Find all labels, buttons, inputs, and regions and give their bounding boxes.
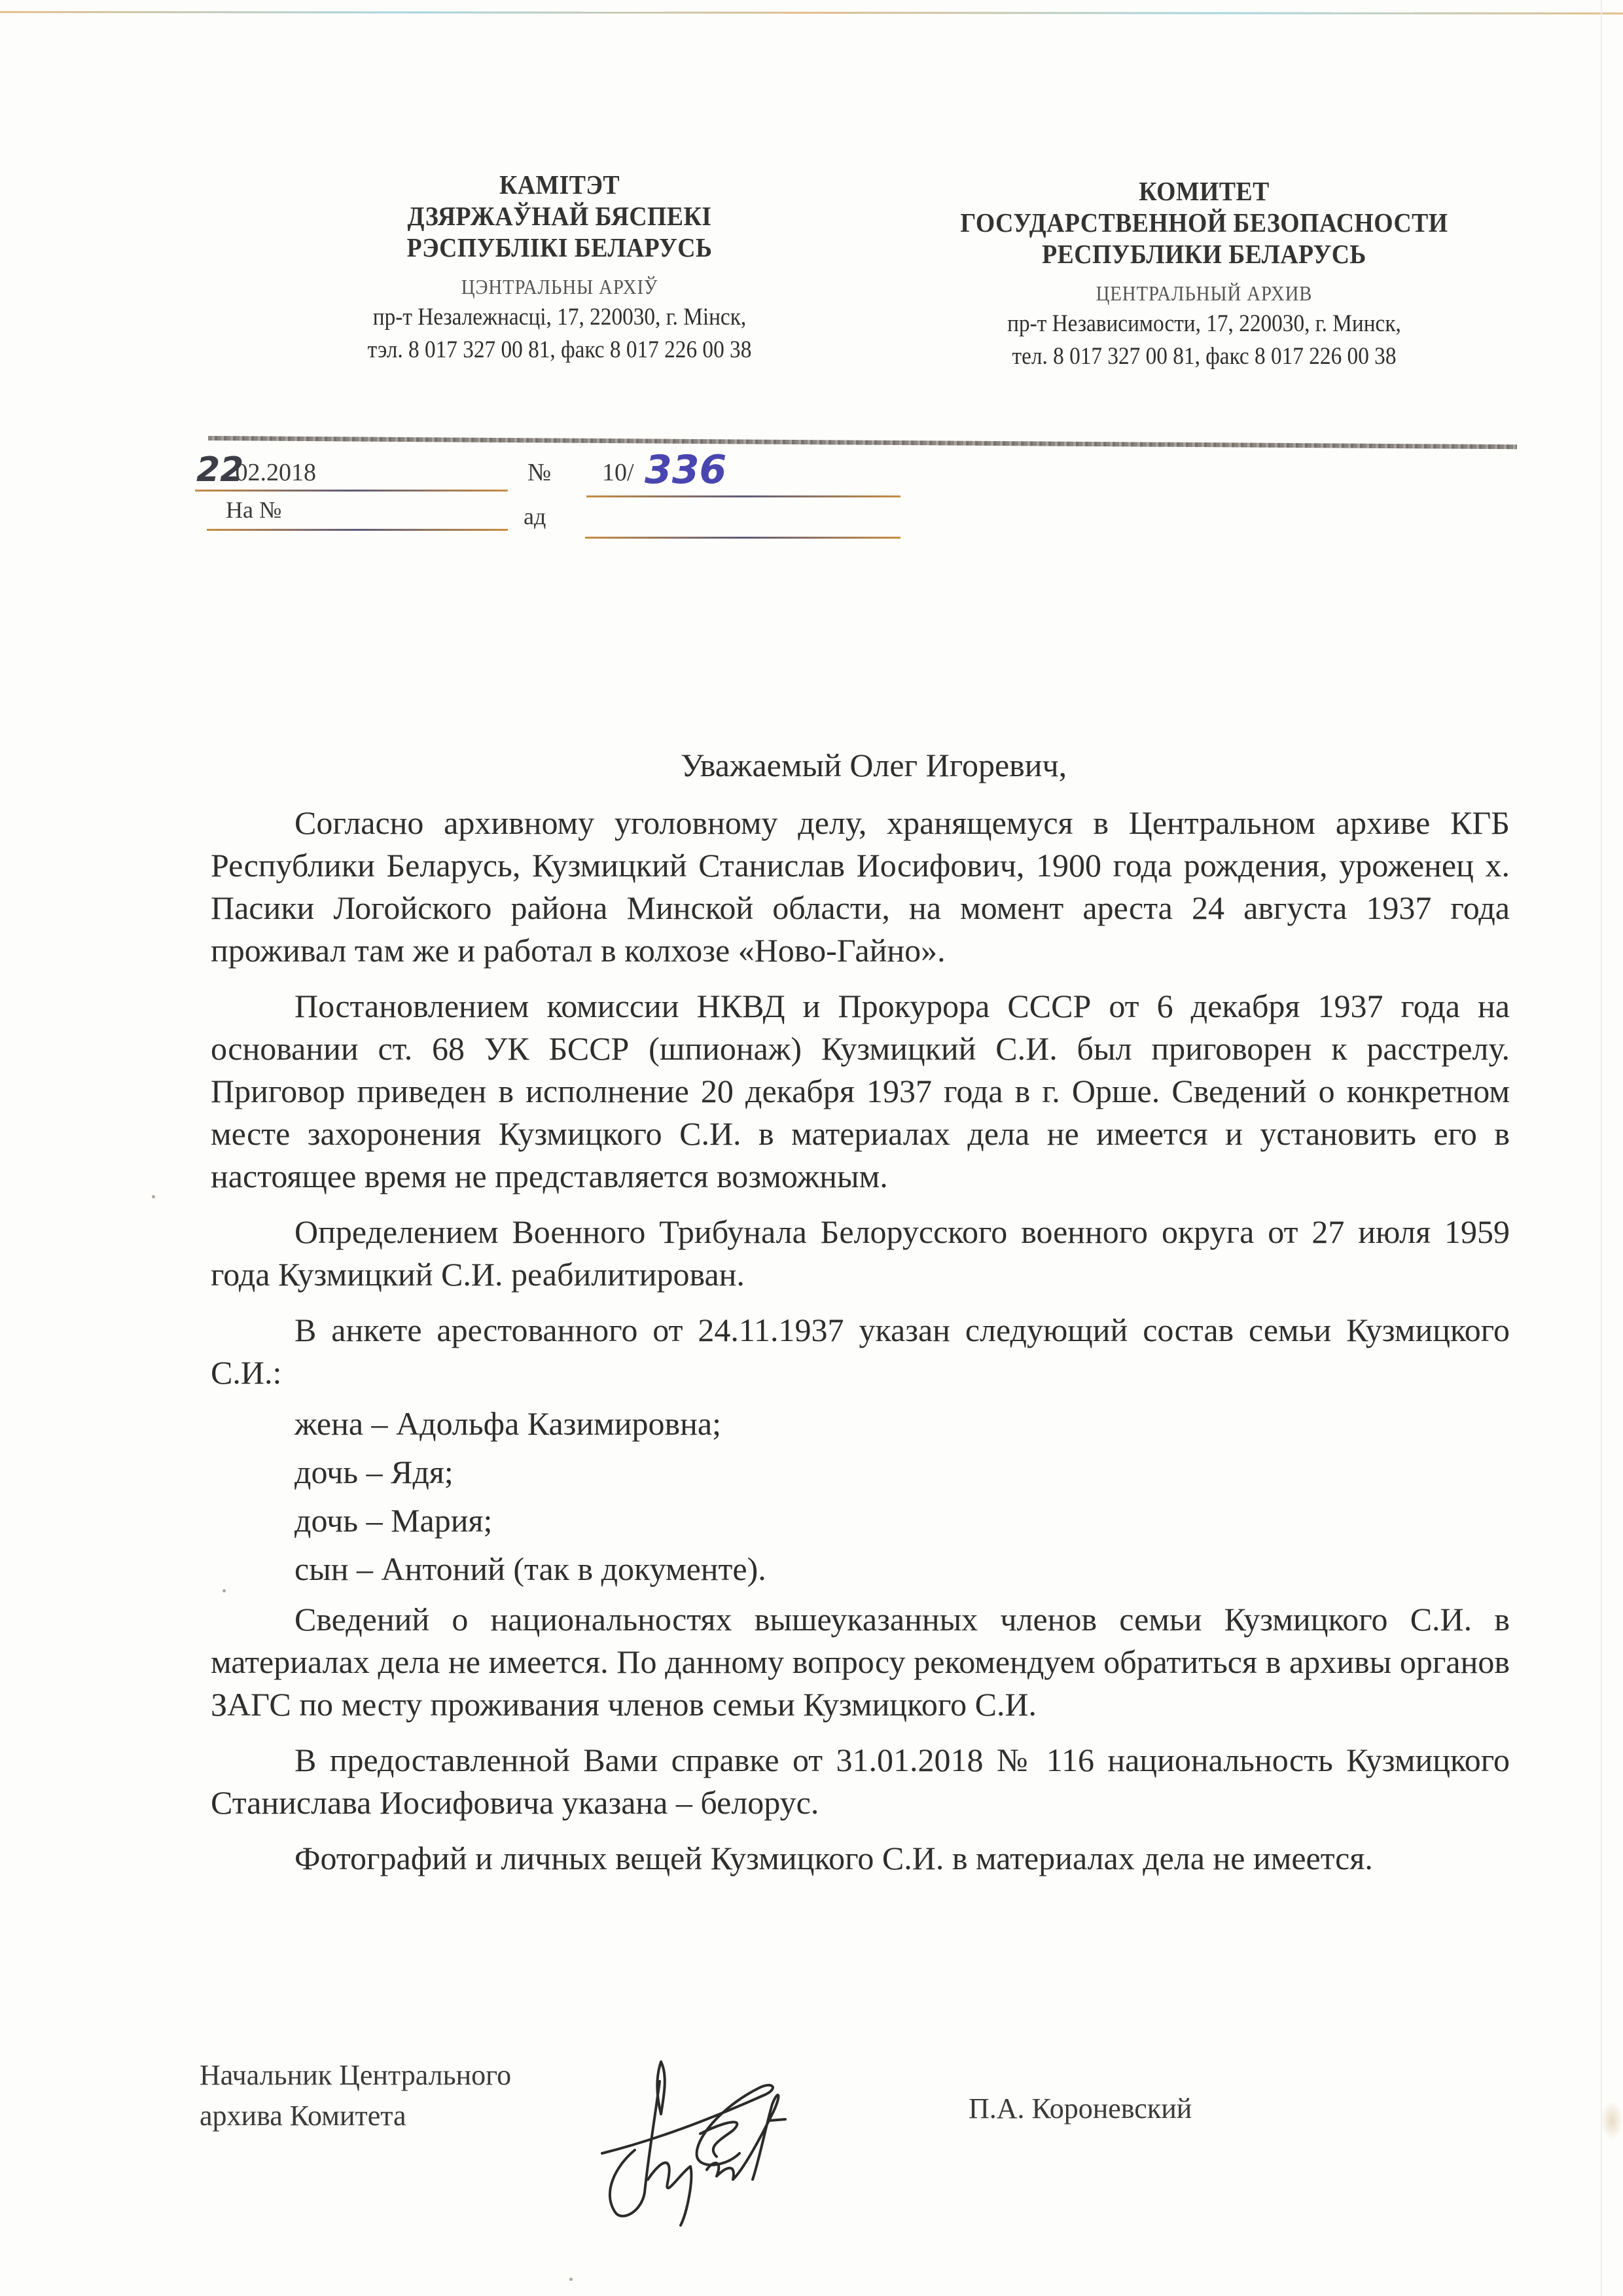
date-day-handwritten: 22 bbox=[196, 450, 244, 490]
letterhead-title-line: РЭСПУБЛІКІ БЕЛАРУСЬ bbox=[406, 232, 713, 262]
letterhead-address: пр-т Независимости, 17, 220030, г. Минск, bbox=[1007, 310, 1401, 337]
scan-speck bbox=[223, 1589, 226, 1592]
number-label: № bbox=[527, 459, 552, 486]
signatory-title-line: Начальник Центрального bbox=[200, 2059, 512, 2091]
letterhead-contacts: тэл. 8 017 327 00 81, факс 8 017 226 00 38 bbox=[367, 336, 752, 363]
paragraph: Фотографий и личных вещей Кузмицкого С.И. в материалах дела не имеется. bbox=[294, 1840, 1373, 1876]
letterhead-title-line: КОМИТЕТ bbox=[1139, 176, 1270, 206]
signatory-name: П.А. Короневский bbox=[969, 2092, 1192, 2125]
paragraph: В предоставленной Вами справке от 31.01.2018 № 116 национальность Кузмицкого Станислава Иосифовича указана – белорус. bbox=[211, 1742, 1510, 1821]
paragraph: Постановлением комиссии НКВД и Прокурора СССР от 6 декабря 1937 года на основании ст. 68 УК БССР (шпионаж) Кузмицкий С.И. был приговорен к расстрелу. Приговор приведен в исполнение 20 декабря 1937 года в г. Орше. Сведений о конкретном месте захоронения Кузмицкого С.И. в материалах дела не имеется и установить его в настоящее время не представляется возможным. bbox=[211, 988, 1510, 1194]
handwritten-signature bbox=[576, 2042, 916, 2232]
paragraph: Согласно архивному уголовному делу, хранящемуся в Центральном архиве КГБ Республики Беларусь, Кузмицкий Станислав Иосифович, 1900 года рождения, уроженец х. Пасики Логойского района Минской области, на момент ареста 24 августа 1937 года проживал там же и работал в колхозе «Ново-Гайно». bbox=[211, 804, 1510, 969]
reply-to-label: На № bbox=[226, 497, 282, 523]
date-underline bbox=[195, 490, 508, 492]
number-underline bbox=[586, 495, 901, 497]
family-list-item: сын – Антоний (так в документе). bbox=[294, 1551, 766, 1587]
paragraph: Определением Военного Трибунала Белорусского военного округа от 27 июля 1959 года Кузмицкий С.И. реабилитирован. bbox=[211, 1213, 1510, 1293]
reply-to-underline bbox=[207, 529, 508, 531]
family-list-item: дочь – Мария; bbox=[294, 1502, 493, 1539]
paragraph: Сведений о национальностях вышеуказанных членов семьи Кузмицкого С.И. в материалах дела не имеется. По данному вопросу рекомендуем обратиться в архивы органов ЗАГС по месту проживания членов семьи Кузмицкого С.И. bbox=[211, 1601, 1510, 1723]
scan-speck bbox=[152, 1195, 155, 1198]
family-list-item: жена – Адольфа Казимировна; bbox=[294, 1405, 722, 1442]
letterhead-department: ЦЭНТРАЛЬНЫ АРХІЎ bbox=[461, 275, 658, 298]
letter-body bbox=[211, 802, 1510, 1880]
letterhead-separator bbox=[208, 436, 1517, 449]
from-label: ад bbox=[524, 503, 546, 529]
paper-stain bbox=[1601, 2101, 1623, 2140]
greeting: Уважаемый Олег Игоревич, bbox=[681, 747, 1067, 783]
letterhead-title-line: КАМІТЭТ bbox=[499, 170, 620, 200]
letterhead-title-line: РЕСПУБЛИКИ БЕЛАРУСЬ bbox=[1042, 239, 1366, 269]
family-list-item: дочь – Ядя; bbox=[294, 1454, 454, 1490]
letterhead-title-line: ГОСУДАРСТВЕННОЙ БЕЗОПАСНОСТИ bbox=[960, 207, 1448, 238]
letterhead-department: ЦЕНТРАЛЬНЫЙ АРХИВ bbox=[1096, 281, 1313, 305]
letterhead-address: пр-т Незалежнасці, 17, 220030, г. Мінск, bbox=[372, 304, 747, 331]
date-value: .02.2018 bbox=[229, 459, 316, 486]
letterhead-russian bbox=[890, 175, 1518, 373]
number-handwritten: 336 bbox=[645, 447, 727, 493]
scan-artifact-line bbox=[0, 11, 1623, 14]
scan-edge bbox=[1601, 0, 1602, 2296]
letterhead-title-line: ДЗЯРЖАЎНАЙ БЯСПЕКІ bbox=[407, 201, 712, 231]
paragraph: В анкете арестованного от 24.11.1937 указан следующий состав семьи Кузмицкого С.И.: bbox=[211, 1312, 1510, 1391]
scan-speck bbox=[569, 2278, 573, 2281]
signatory-title bbox=[200, 2055, 511, 2136]
from-underline bbox=[585, 537, 901, 539]
signatory-title-line: архива Комитета bbox=[200, 2100, 406, 2132]
number-prefix: 10/ bbox=[602, 459, 634, 486]
letterhead-contacts: тел. 8 017 327 00 81, факс 8 017 226 00 38 bbox=[1012, 343, 1397, 370]
family-list bbox=[211, 1399, 1510, 1593]
letterhead-belarusian bbox=[288, 169, 831, 367]
